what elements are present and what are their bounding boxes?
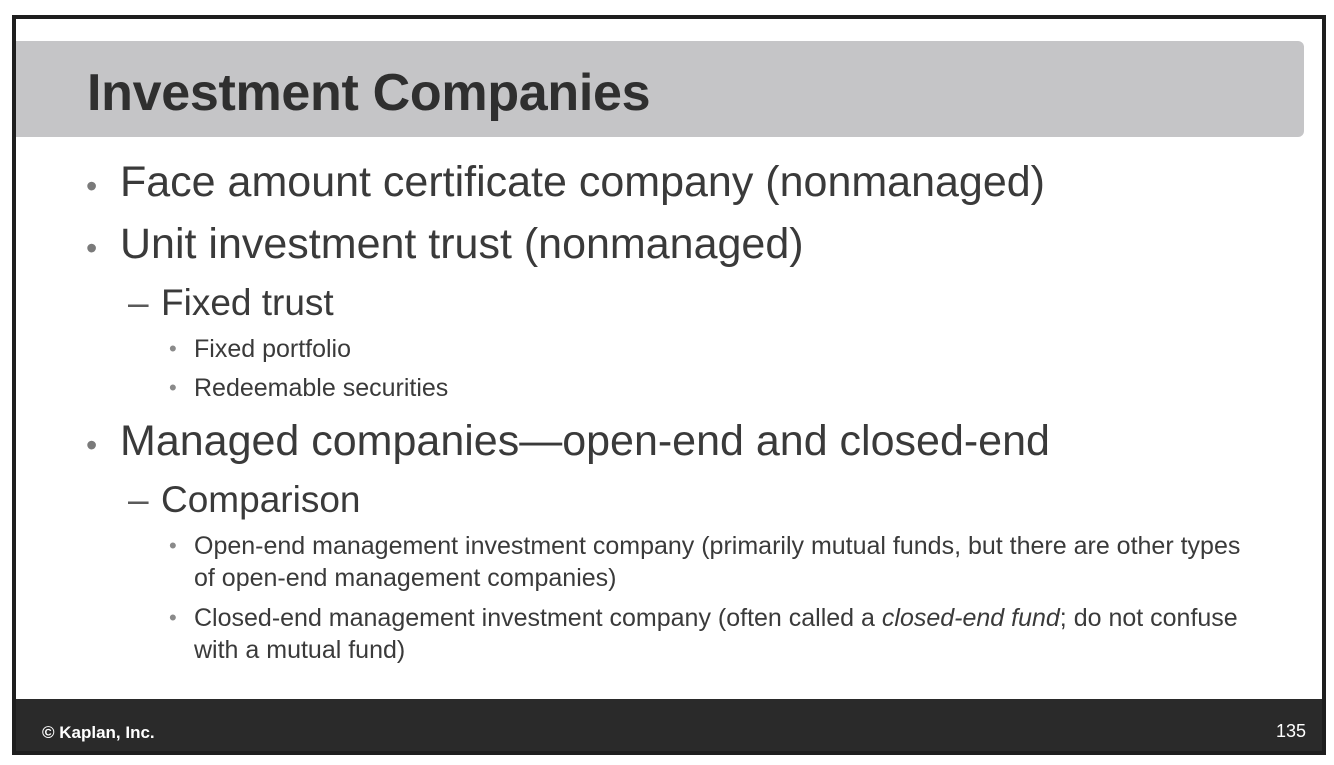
subsubbullet-text: Redeemable securities	[194, 374, 449, 402]
closed-end-fund-term: closed-end fund	[881, 604, 1060, 632]
bullet-icon: •	[169, 375, 177, 400]
subbullet-text: Fixed trust	[161, 282, 334, 323]
bullet-unit-investment-trust	[86, 219, 804, 269]
subsubbullet-text-post: ; do not confuse with a mutual fund)	[194, 604, 1238, 664]
subbullet-fixed-trust	[128, 281, 334, 325]
bullet-text: Face amount certificate company (nonmanaged)	[120, 158, 1045, 206]
slide-footer	[16, 699, 1322, 755]
subsubbullet-text: Fixed portfolio	[194, 335, 352, 363]
subbullet-text: Comparison	[161, 479, 361, 520]
bullet-icon: •	[86, 427, 98, 463]
bullet-face-amount-certificate	[86, 157, 1045, 207]
slide-frame	[12, 15, 1326, 755]
subsubbullet-text-pre: Closed-end management investment company (often called a	[194, 604, 882, 632]
bullet-managed-companies	[86, 416, 1050, 466]
bullet-icon: •	[86, 168, 98, 204]
bullet-icon: •	[169, 605, 177, 630]
slide-content	[16, 19, 1322, 751]
subsubbullet-closed-end	[169, 602, 1254, 666]
bullet-icon: •	[169, 533, 177, 558]
subbullet-comparison	[128, 478, 361, 522]
bullet-text: Managed companies—open-end and closed-end	[120, 417, 1050, 465]
page-number: 135	[1275, 721, 1306, 741]
subsubbullet-redeemable-securities	[169, 372, 1254, 404]
bullet-icon: •	[86, 230, 98, 266]
dash-icon: –	[128, 479, 149, 520]
subsubbullet-open-end	[169, 530, 1254, 594]
subsubbullet-fixed-portfolio	[169, 333, 1254, 365]
bullet-icon: •	[169, 336, 177, 361]
slide-title: Investment Companies	[87, 64, 651, 122]
bullet-text: Unit investment trust (nonmanaged)	[120, 220, 804, 268]
dash-icon: –	[128, 282, 149, 323]
copyright-text: © Kaplan, Inc.	[42, 723, 155, 742]
subsubbullet-text: Open-end management investment company (primarily mutual funds, but there are other types of open-end management companies)	[194, 532, 1241, 592]
